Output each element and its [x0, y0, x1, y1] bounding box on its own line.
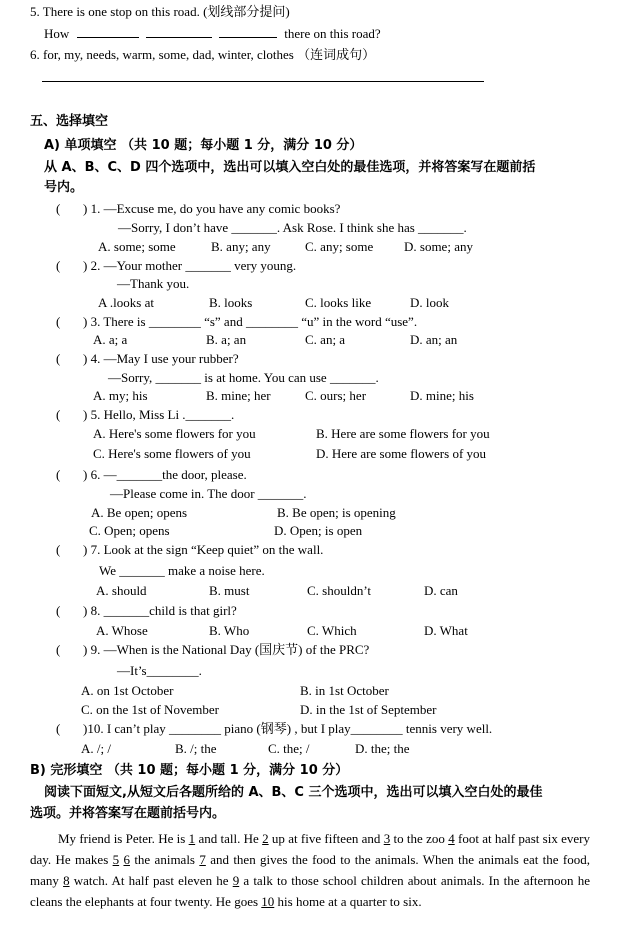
option-b[interactable]: B. Who — [209, 623, 250, 638]
blank-number-1: 1 — [188, 831, 196, 846]
question-3-stem: ) 3. There is ________ “s” and ________ “u” in the word “use”. — [83, 314, 418, 329]
passage-text: and then gives the food to the animals. When the animals eat the food, many — [30, 852, 590, 888]
option-b[interactable]: B. Be open; is opening — [277, 505, 396, 520]
option-b[interactable]: B. any; any — [211, 239, 271, 254]
q6-word-order-prompt: 6. for, my, needs, warm, some, dad, winter, clothes （连词成句） — [30, 47, 376, 62]
answer-paren[interactable]: ( — [56, 467, 61, 482]
option-a[interactable]: A. Here's some flowers for you — [93, 426, 256, 441]
question-1-line2: —Sorry, I don’t have _______. Ask Rose. I think she has _______. — [118, 220, 467, 235]
blank-number-6: 6 — [123, 852, 130, 867]
option-d[interactable]: D. some; any — [404, 239, 473, 254]
option-c[interactable]: C. any; some — [305, 239, 374, 254]
option-b[interactable]: B. looks — [209, 295, 253, 310]
option-a[interactable]: A .looks at — [98, 295, 154, 310]
question-6-line2: —Please come in. The door _______. — [110, 486, 307, 501]
option-b[interactable]: B. Here are some flowers for you — [316, 426, 490, 441]
answer-paren[interactable]: ( — [56, 407, 61, 422]
part-b-title: B) 完形填空 （共 10 题；每小题 1 分，满分 10 分） — [30, 763, 349, 778]
answer-blank-2[interactable] — [146, 25, 212, 38]
answer-paren[interactable]: ( — [56, 642, 61, 657]
blank-number-5: 5 — [112, 852, 120, 867]
option-c[interactable]: C. Open; opens — [89, 523, 170, 538]
option-d[interactable]: D. the; the — [355, 741, 410, 756]
blank-number-10: 10 — [261, 894, 275, 909]
passage-text: up at five fifteen and — [268, 831, 384, 846]
question-7-stem: ) 7. Look at the sign “Keep quiet” on the wall. — [83, 542, 324, 557]
option-c[interactable]: C. shouldn’t — [307, 583, 372, 598]
question-9-stem: ) 9. —When is the National Day (国庆节) of the PRC? — [83, 642, 370, 657]
section-title: 五、选择填空 — [30, 114, 109, 129]
option-d[interactable]: D. look — [410, 295, 449, 310]
option-d[interactable]: D. in the 1st of September — [300, 702, 437, 717]
blank-number-2: 2 — [262, 831, 269, 846]
question-4-stem: ) 4. —May I use your rubber? — [83, 351, 239, 366]
answer-paren[interactable]: ( — [56, 314, 61, 329]
option-d[interactable]: D. Here are some flowers of you — [316, 446, 487, 461]
q5-rewrite-answer-line — [44, 25, 381, 42]
question-9-line2: —It’s________. — [117, 663, 202, 678]
q5-rewrite-prompt: 5. There is one stop on this road. (划线部分提问) — [30, 4, 290, 19]
question-6-stem: ) 6. —_______the door, please. — [83, 467, 247, 482]
answer-paren[interactable]: ( — [56, 258, 61, 273]
option-a[interactable]: A. Be open; opens — [91, 505, 188, 520]
option-c[interactable]: C. on the 1st of November — [81, 702, 219, 717]
option-d[interactable]: D. What — [424, 623, 468, 638]
option-c[interactable]: C. the; / — [268, 741, 310, 756]
passage-text: watch. At half past eleven he — [69, 873, 233, 888]
passage-text: to the zoo — [390, 831, 449, 846]
part-a-instructions-2: 号内。 — [44, 180, 84, 195]
option-c[interactable]: C. Here's some flowers of you — [93, 446, 251, 461]
question-8-stem: ) 8. _______child is that girl? — [83, 603, 237, 618]
passage-text: a talk to those school children about animals. In the afternoon he cleans the elephants at four twenty. He goes — [30, 873, 590, 909]
option-c[interactable]: C. Which — [307, 623, 357, 638]
blank-number-3: 3 — [383, 831, 391, 846]
question-7-line2: We _______ make a noise here. — [99, 563, 265, 578]
passage-text: foot at half past six every day. He makes — [30, 831, 590, 867]
option-a[interactable]: A. /; / — [81, 741, 111, 756]
answer-blank-3[interactable] — [219, 25, 277, 38]
question-2-stem: ) 2. —Your mother _______ very young. — [83, 258, 297, 273]
option-a[interactable]: A. my; his — [93, 388, 148, 403]
option-a[interactable]: A. some; some — [98, 239, 176, 254]
option-a[interactable]: A. on 1st October — [81, 683, 174, 698]
passage-text: the animals — [129, 852, 200, 867]
option-c[interactable]: C. an; a — [305, 332, 346, 347]
q5-end-text: there on this road? — [284, 26, 381, 41]
passage-text: his home at a quarter to six. — [274, 894, 422, 909]
question-10-stem: )10. I can’t play ________ piano (钢琴) , but I play________ tennis very well. — [83, 721, 493, 736]
option-d[interactable]: D. Open; is open — [274, 523, 363, 538]
option-c[interactable]: C. looks like — [305, 295, 372, 310]
option-d[interactable]: D. can — [424, 583, 458, 598]
answer-paren[interactable]: ( — [56, 201, 61, 216]
blank-number-7: 7 — [199, 852, 206, 867]
q5-how-word: How — [44, 26, 70, 41]
blank-number-8: 8 — [63, 873, 70, 888]
answer-blank-1[interactable] — [77, 25, 139, 38]
cloze-passage — [30, 828, 590, 912]
question-2-line2: —Thank you. — [117, 276, 190, 291]
answer-paren[interactable]: ( — [56, 603, 61, 618]
option-b[interactable]: B. in 1st October — [300, 683, 389, 698]
answer-paren[interactable]: ( — [56, 721, 61, 736]
option-d[interactable]: D. an; an — [410, 332, 458, 347]
option-b[interactable]: B. mine; her — [206, 388, 271, 403]
part-b-instructions-1: 阅读下面短文,从短文后各题所给的 A、B、C 三个选项中，选出可以填入空白处的最佳 — [44, 785, 543, 800]
question-5-stem: ) 5. Hello, Miss Li ._______. — [83, 407, 235, 422]
answer-paren[interactable]: ( — [56, 351, 61, 366]
q6-answer-line[interactable] — [42, 81, 484, 82]
option-b[interactable]: B. /; the — [175, 741, 217, 756]
option-a[interactable]: A. Whose — [96, 623, 148, 638]
answer-paren[interactable]: ( — [56, 542, 61, 557]
part-b-instructions-2: 选项。并将答案写在题前括号内。 — [30, 806, 226, 821]
passage-text: and tall. He — [195, 831, 263, 846]
option-d[interactable]: D. mine; his — [410, 388, 474, 403]
question-4-line2: —Sorry, _______ is at home. You can use _______. — [108, 370, 379, 385]
option-a[interactable]: A. should — [96, 583, 147, 598]
passage-text: My friend is Peter. He is — [58, 831, 189, 846]
blank-number-9: 9 — [232, 873, 240, 888]
question-1-stem: ) 1. —Excuse me, do you have any comic books? — [83, 201, 341, 216]
option-c[interactable]: C. ours; her — [305, 388, 367, 403]
part-a-title: A) 单项填空 （共 10 题；每小题 1 分，满分 10 分） — [44, 138, 363, 153]
option-b[interactable]: B. a; an — [206, 332, 247, 347]
blank-number-4: 4 — [448, 831, 455, 846]
option-b[interactable]: B. must — [209, 583, 250, 598]
option-a[interactable]: A. a; a — [93, 332, 128, 347]
part-a-instructions-1: 从 A、B、C、D 四个选项中，选出可以填入空白处的最佳选项，并将答案写在题前括 — [44, 160, 536, 175]
